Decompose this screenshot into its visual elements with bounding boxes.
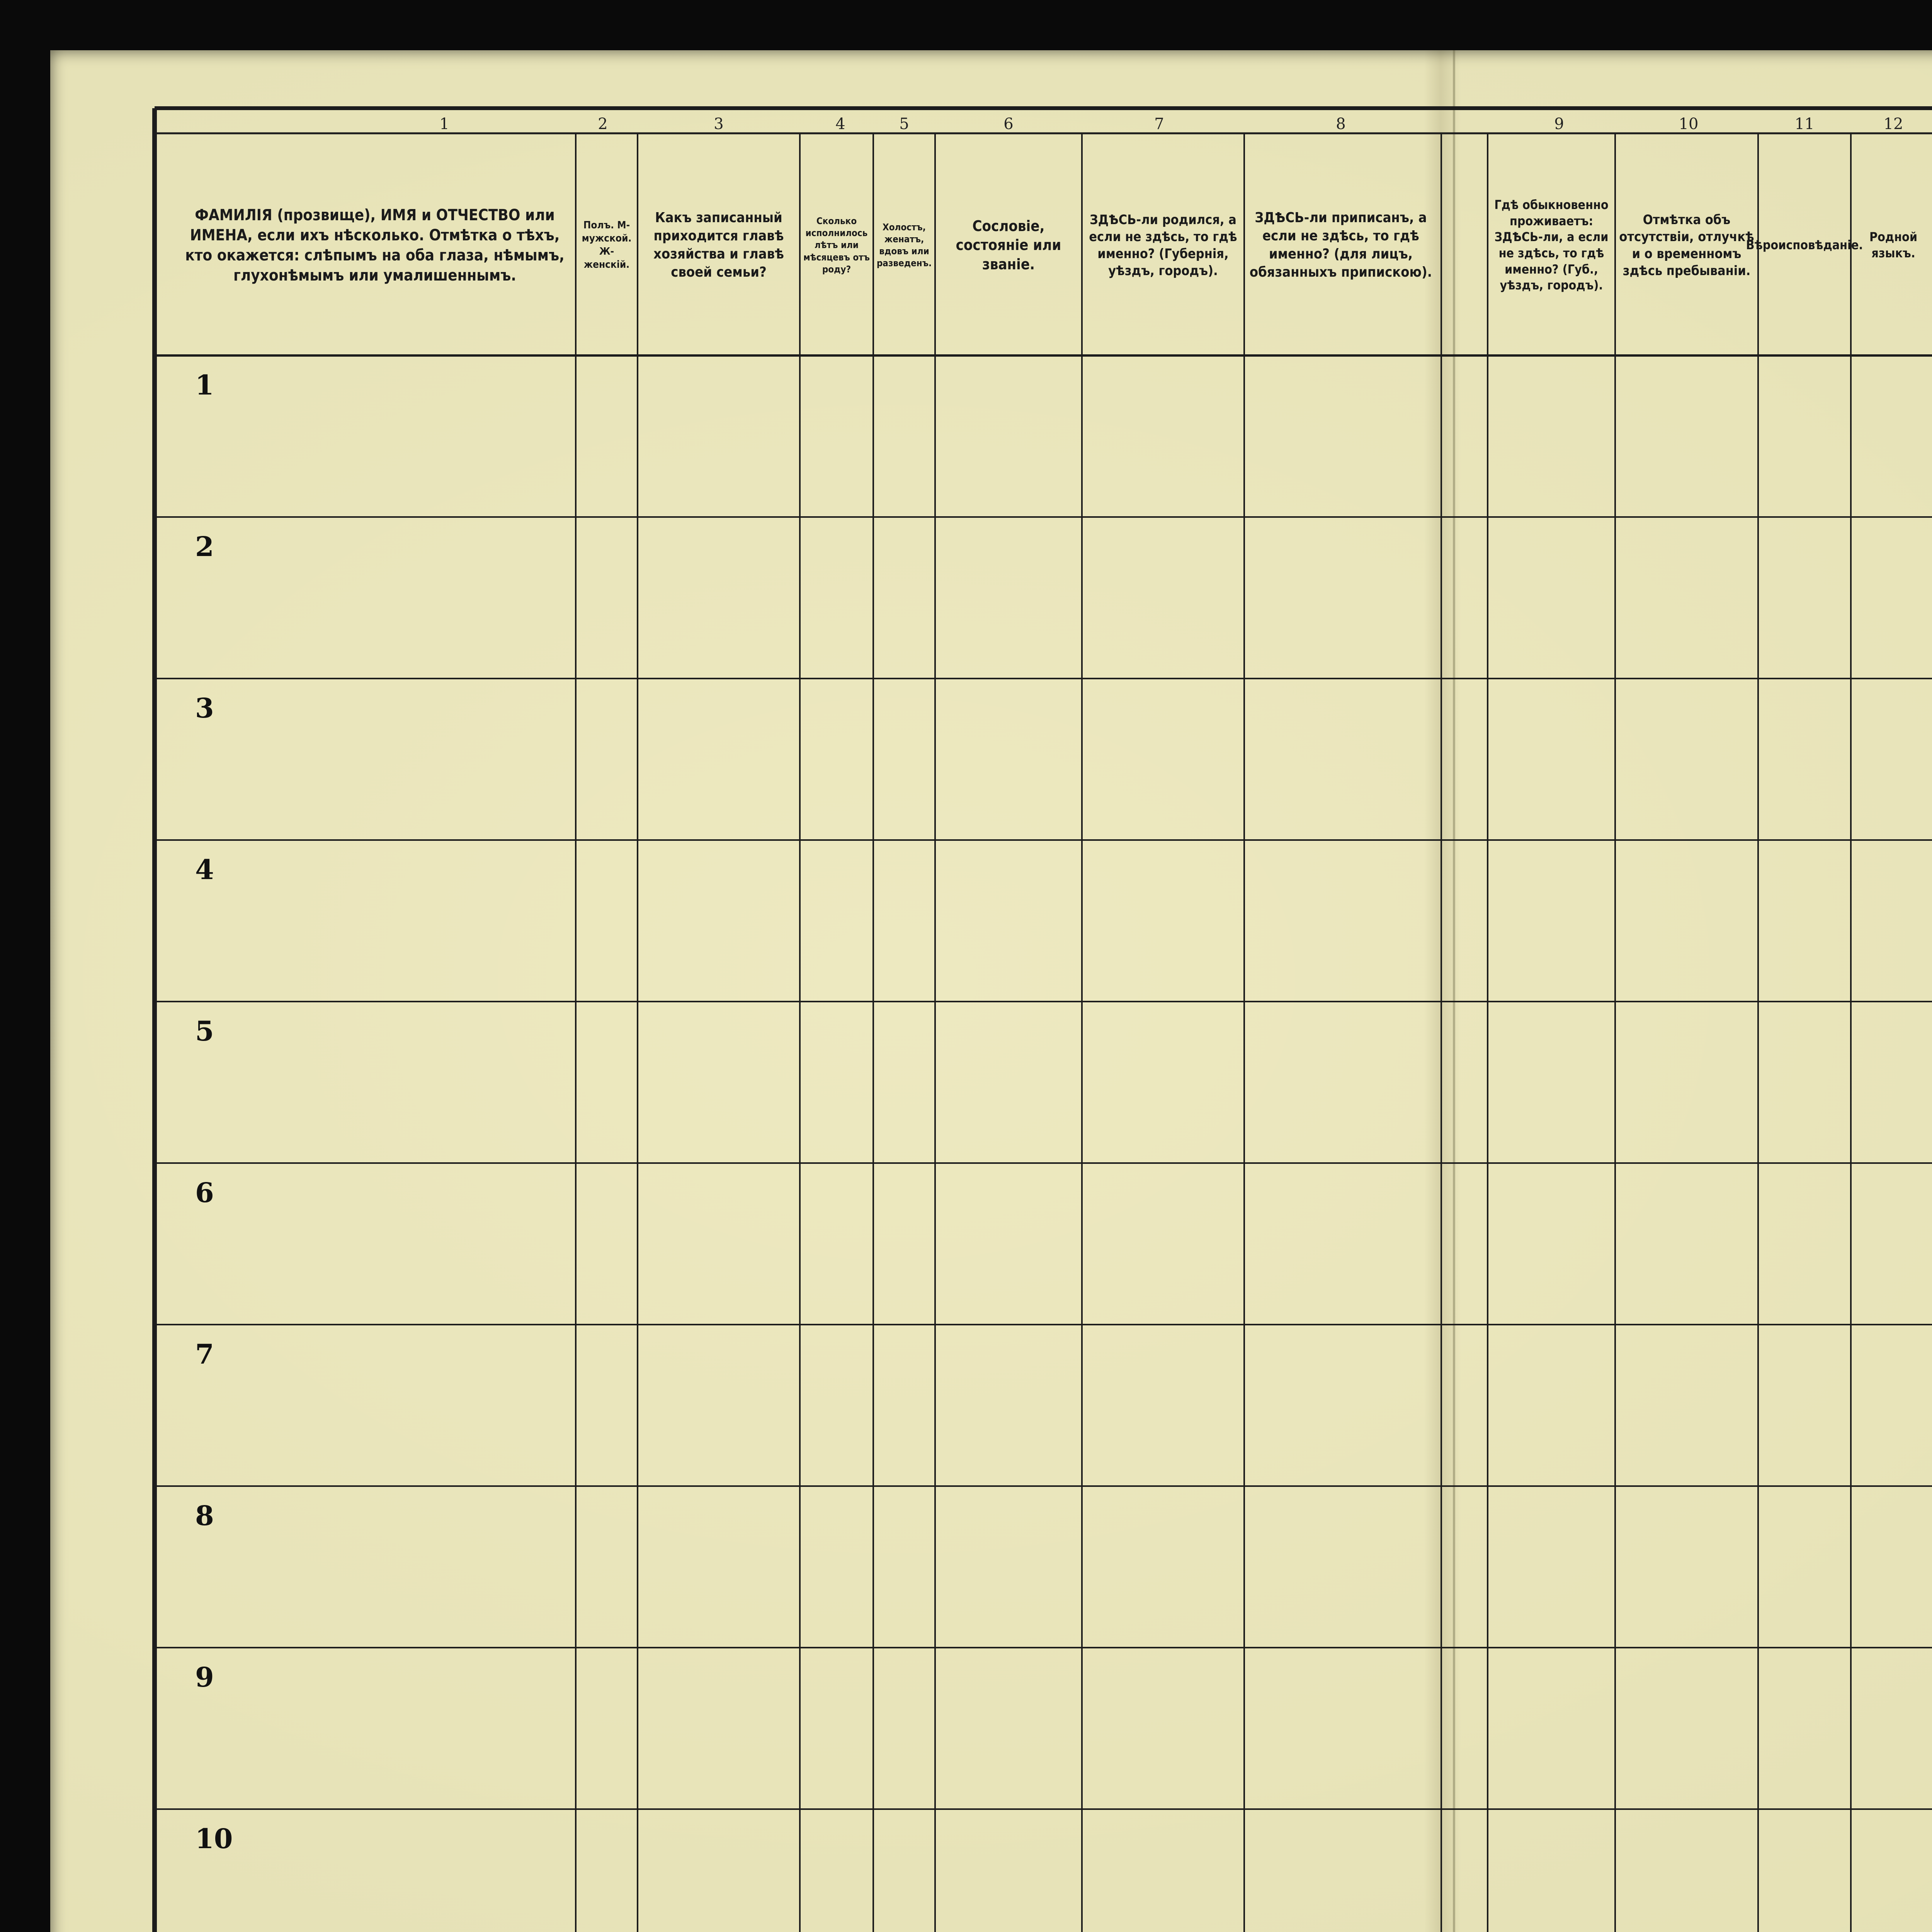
col-number-6: 6 (1003, 115, 1014, 133)
col-number-8: 8 (1336, 115, 1346, 133)
header-estate: Сословіе, состояніе или званіе. (956, 217, 1061, 273)
header-residence: Гдѣ обыкновенно проживаетъ: ЗДѢСЬ-ли, а если не здѣсь, то гдѣ именно? (Губ., уѣздъ, городъ). (1494, 197, 1609, 293)
header-birthplace: ЗДѢСЬ-ли родился, а если не здѣсь, то гдѣ именно? (Губернія, уѣздъ, городъ). (1089, 212, 1237, 279)
col-number-12: 12 (1883, 115, 1903, 133)
row-number: 4 (195, 854, 214, 886)
col-number-1: 1 (439, 115, 449, 133)
col-number-2: 2 (598, 115, 608, 133)
census-sheet (50, 50, 1932, 1932)
col-number-7: 7 (1154, 115, 1164, 133)
row-number: 2 (195, 531, 214, 563)
row-number: 9 (195, 1661, 214, 1693)
header-marital: Холостъ, женатъ, вдовъ или разведенъ. (876, 221, 932, 269)
col-number-11: 11 (1794, 115, 1815, 133)
header-language: Родной языкъ. (1869, 230, 1917, 260)
row-number: 3 (195, 692, 214, 724)
row-number: 5 (195, 1015, 214, 1047)
header-relation: Какъ записанный приходится главѣ хозяйства и главѣ своей семьи? (653, 210, 784, 280)
header-age: Сколько исполнилось лѣтъ или мѣсяцевъ отъ роду? (803, 216, 870, 275)
col-number-9: 9 (1554, 115, 1564, 133)
header-name: ФАМИЛІЯ (прозвище), ИМЯ и ОТЧЕСТВО или ИМЕНА, если ихъ нѣсколько. Отмѣтка о тѣхъ, кто окажется: слѣпымъ на оба глаза, нѣмымъ, глухонѣмымъ или умалишеннымъ. (185, 206, 565, 284)
col-number-3: 3 (714, 115, 724, 133)
header-religion: Вѣроисповѣданіе. (1746, 238, 1863, 253)
col-number-4: 4 (835, 115, 845, 133)
row-number: 7 (195, 1338, 214, 1370)
header-sex: Полъ. М-мужской. Ж-женскій. (582, 219, 632, 270)
col-number-10: 10 (1679, 115, 1699, 133)
row-number: 6 (195, 1177, 214, 1209)
col-number-5: 5 (899, 115, 909, 133)
header-absence: Отмѣтка объ отсутствіи, отлучкѣ и о временномъ здѣсь пребываніи. (1619, 212, 1754, 279)
row-number: 1 (195, 369, 214, 401)
row-number: 8 (195, 1500, 214, 1532)
header-registered: ЗДѢСЬ-ли приписанъ, а если не здѣсь, то гдѣ именно? (для лицъ, обязанныхъ припискою). (1249, 210, 1432, 280)
row-number: 10 (195, 1823, 233, 1855)
